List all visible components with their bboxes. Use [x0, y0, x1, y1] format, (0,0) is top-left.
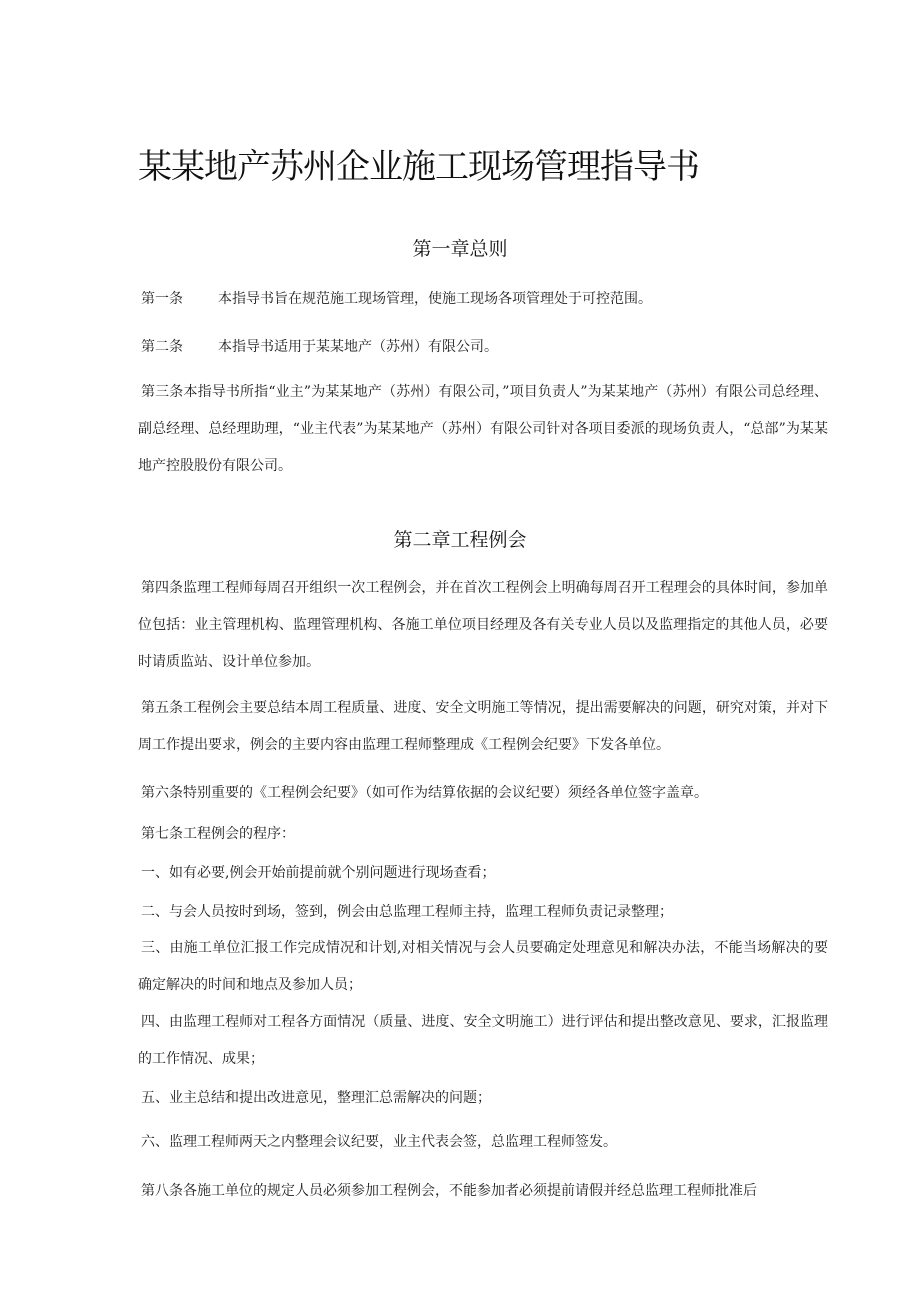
chapter-1-heading: 第一章总则: [412, 238, 508, 260]
chapter-2-heading: 第二章工程例会: [393, 529, 527, 551]
article-2: [141, 336, 498, 358]
procedure-step: 五、业主总结和提出改进意见，整理汇总需解决的问题；: [141, 1090, 491, 1106]
article-1-text: 本指导书旨在规范施工现场管理，使施工现场各项管理处于可控范围。: [218, 291, 652, 307]
article-5: 第五条工程例会主要总结本周工程质量、进度、安全文明施工等情况，提出需要解决的问题，研究对策，并对下周工作提出要求，例会的主要内容由监理工程师整理成《工程例会纪要》下发各单位。: [138, 700, 828, 753]
article-2-text: 本指导书适用于某某地产（苏州）有限公司。: [218, 339, 498, 355]
document-title: 某某地产苏州企业施工现场管理指导书: [138, 147, 699, 187]
procedure-step: 三、由施工单位汇报工作完成情况和计划,对相关情况与会人员要确定处理意见和解决办法，不能当场解决的要确定解决的时间和地点及参加人员；: [138, 940, 828, 993]
article-2-number: 第二条: [141, 339, 183, 355]
article-8: 第八条各施工单位的规定人员必须参加工程例会，不能参加者必须提前请假并经总监理工程师批准后: [141, 1183, 757, 1199]
procedure-step: 一、如有必要,例会开始前提前就个别问题进行现场查看；: [141, 865, 496, 881]
procedure-step: 四、由监理工程师对工程各方面情况（质量、进度、安全文明施工）进行评估和提出整改意见、要求，汇报监理的工作情况、成果；: [138, 1014, 828, 1067]
article-1: [141, 288, 652, 310]
procedure-step: 六、监理工程师两天之内整理会议纪要，业主代表会签，总监理工程师签发。: [141, 1134, 617, 1150]
procedure-step: 二、与会人员按时到场，签到，例会由总监理工程师主持，监理工程师负责记录整理；: [141, 904, 673, 920]
article-7: 第七条工程例会的程序：: [141, 826, 295, 842]
article-4: 第四条监理工程师每周召开组织一次工程例会，并在首次工程例会上明确每周召开工程理会的具体时间，参加单位包括：业主管理机构、监理管理机构、各施工单位项目经理及各有关专业人员以及监理指定的其他人员，必要时请质监站、设计单位参加。: [138, 580, 828, 670]
article-6: 第六条特别重要的《工程例会纪要》（如可作为结算依据的会议纪要）须经各单位签字盖章。: [141, 785, 708, 801]
article-3: 第三条本指导书所指“业主”为某某地产（苏州）有限公司，”项目负责人”为某某地产（苏州）有限公司总经理、副总经理、总经理助理，“业主代表”为某某地产（苏州）有限公司针对各项目委派的现场负责人，“总部”为某某地产控股股份有限公司。: [138, 384, 828, 474]
article-1-number: 第一条: [141, 291, 183, 307]
